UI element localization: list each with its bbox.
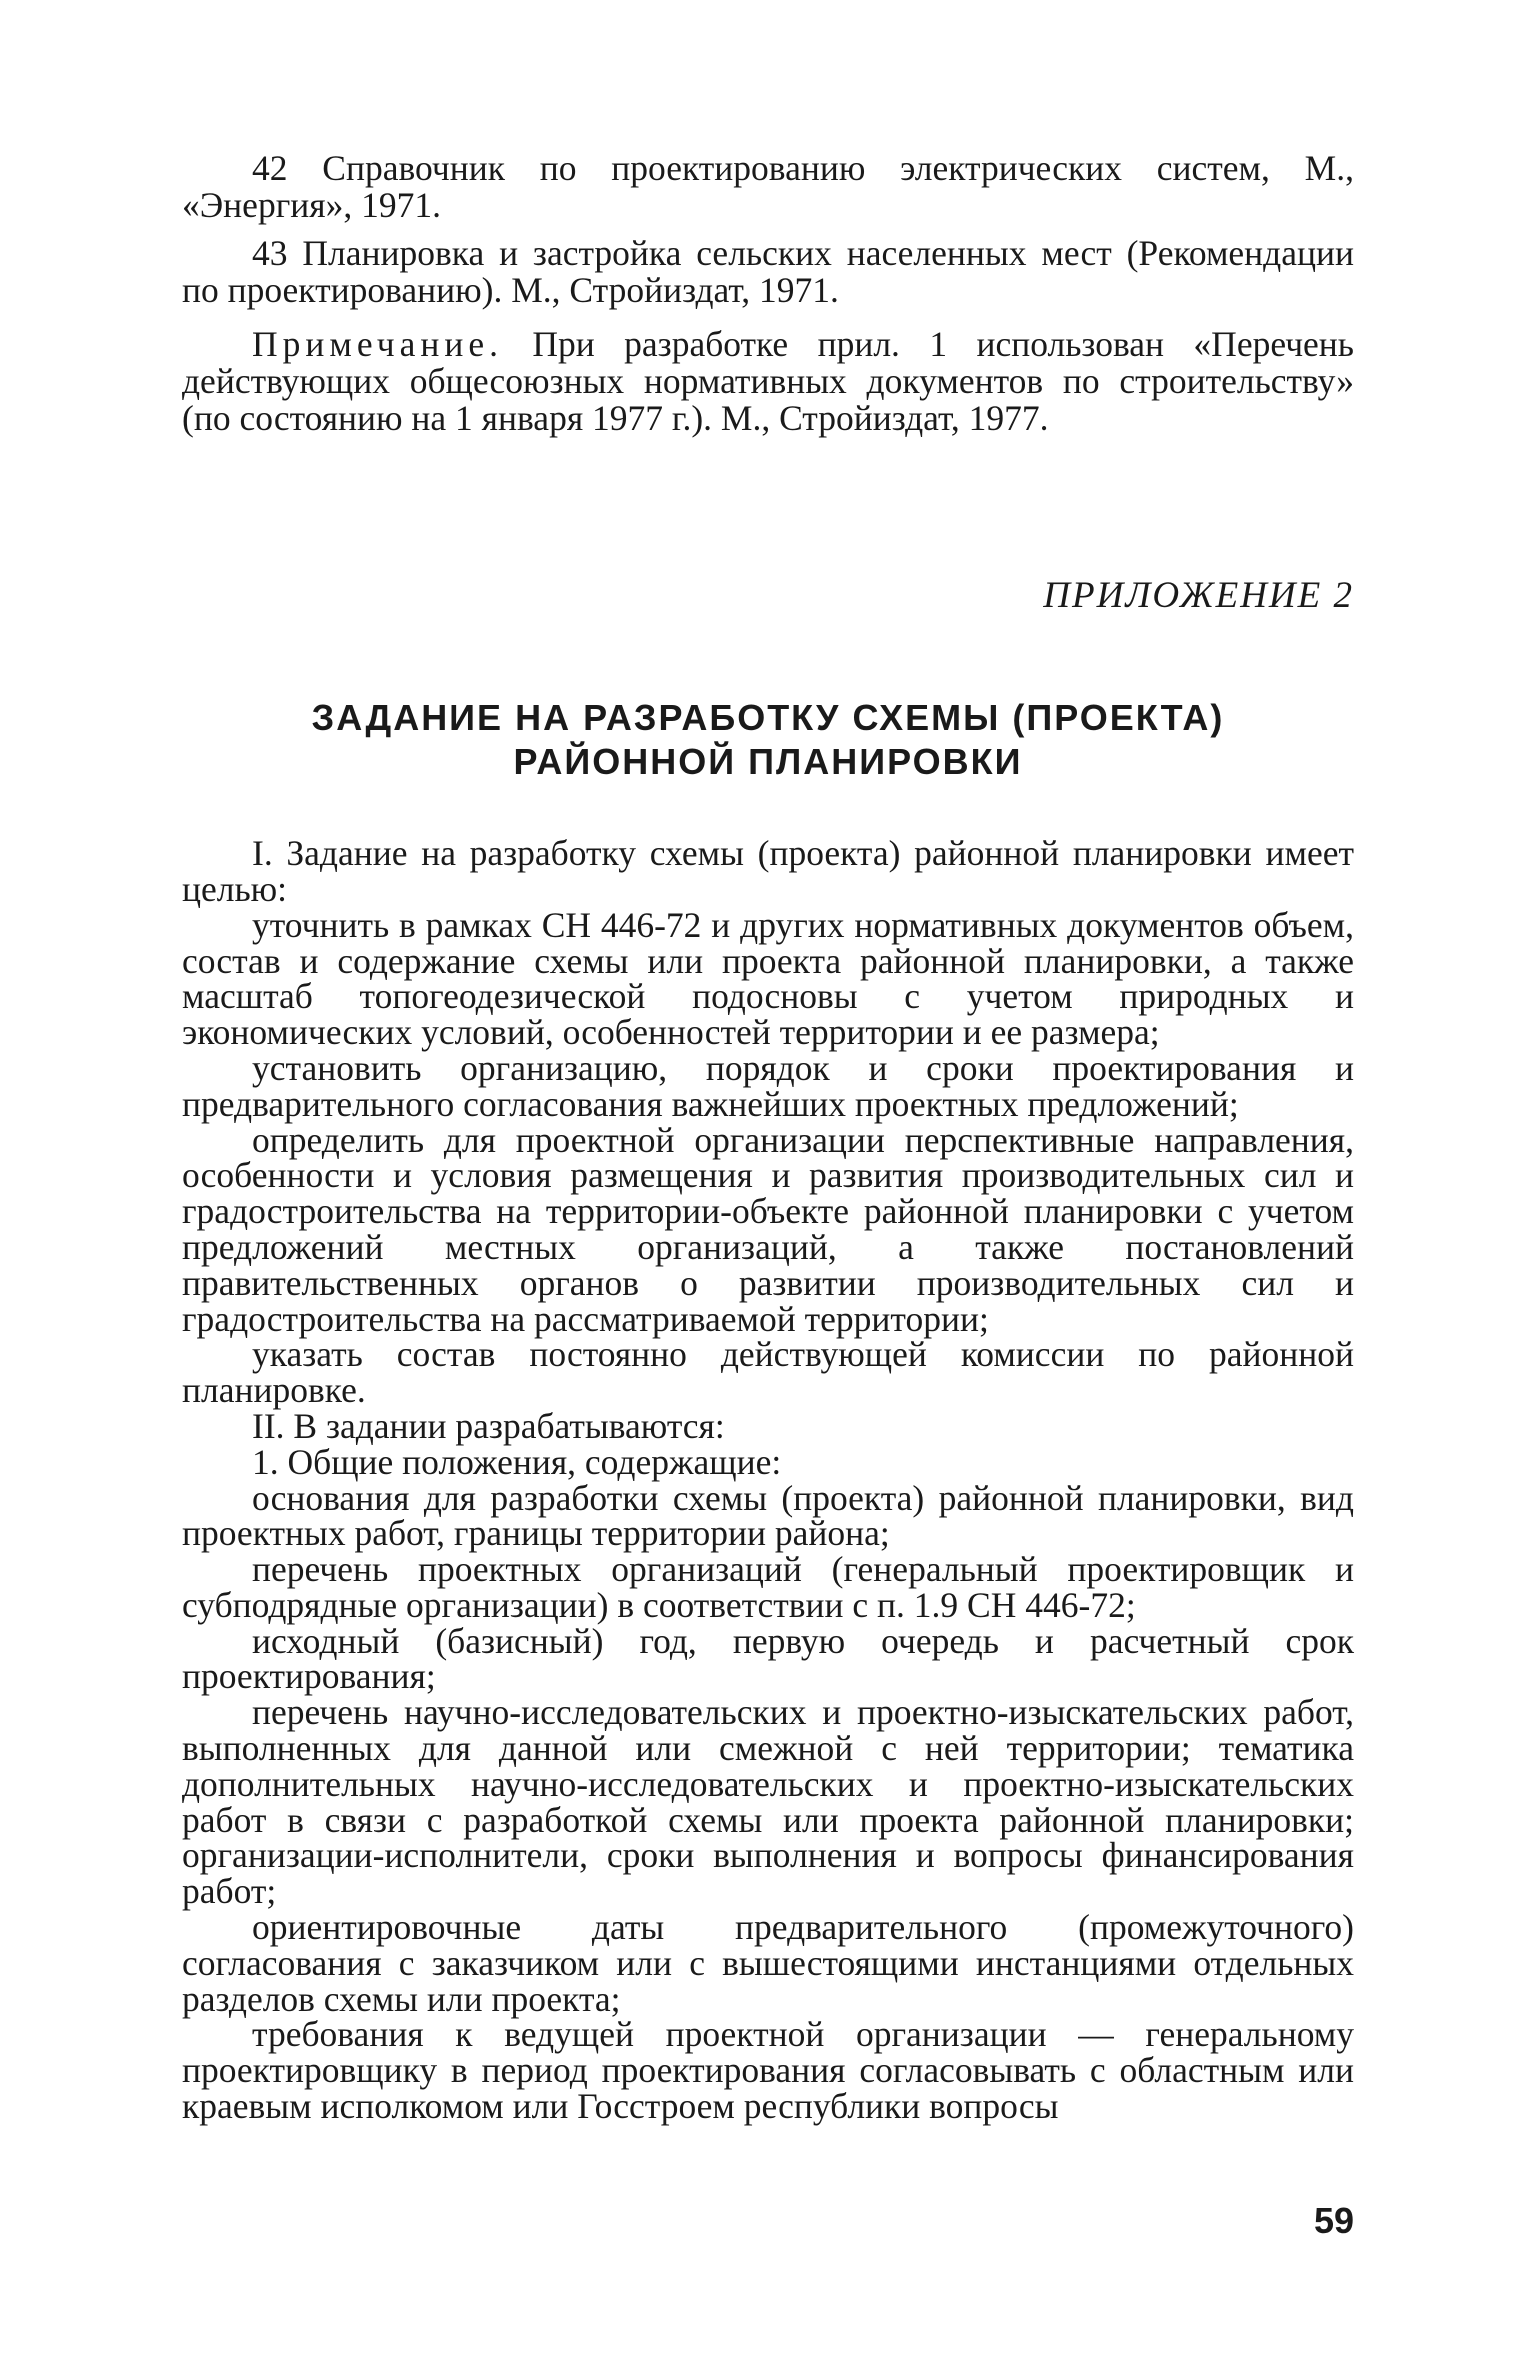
note-text: При разработке прил. 1 использован «Перечень действующих общесоюзных нормативных документов по строительству» (по состоянию на 1 января 1977 г.). М., Стройиздат, 1977. xyxy=(182,324,1354,438)
section-title-line-2: РАЙОННОЙ ПЛАНИРОВКИ xyxy=(513,741,1023,783)
body-paragraph: ориентировочные даты предварительного (промежуточного) согласования с заказчиком или с вышестоящими инстанциями отдельных разделов схемы или проекта; xyxy=(182,1907,1354,2019)
note-paragraph xyxy=(182,326,1354,436)
body-paragraph: установить организацию, порядок и сроки проектирования и предварительного согласования важнейших проектных предложений; xyxy=(182,1047,1354,1124)
body-paragraph: исходный (базисный) год, первую очередь и расчетный срок проектирования; xyxy=(182,1620,1354,1697)
body-paragraph: основания для разработки схемы (проекта) районной планировки, вид проектных работ, границы территории района; xyxy=(182,1477,1354,1554)
reference-42: 42 Справочник по проектированию электрических систем, М., «Энергия», 1971. xyxy=(182,148,1354,225)
section-title-line-1: ЗАДАНИЕ НА РАЗРАБОТКУ СХЕМЫ (ПРОЕКТА) xyxy=(311,697,1225,739)
body-paragraph: определить для проектной организации перспективные направления, особенности и условия размещения и развития производительных сил и градостроительства на территории-объекте районной планировки с учетом предложений местных организаций, а также постановлений правительственных органов о развитии производительных сил и градостроительства на рассматриваемой территории; xyxy=(182,1119,1354,1339)
appendix-label: ПРИЛОЖЕНИЕ 2 xyxy=(1043,575,1354,617)
note-label: Примечание. xyxy=(252,324,503,365)
body-text xyxy=(182,833,1354,2127)
body-paragraph: требования к ведущей проектной организации — генеральному проектировщику в период проектирования согласовывать с областным или краевым исполкомом или Госстроем республики вопросы xyxy=(182,2014,1354,2127)
page-number: 59 xyxy=(1313,2200,1354,2241)
body-paragraph: уточнить в рамках СН 446-72 и других нормативных документов объем, состав и содержание схемы или проекта районной планировки, а также масштаб топогеодезической подосновы с учетом природных и экономических условий, особенностей территории и ее размера; xyxy=(182,904,1354,1053)
reference-43: 43 Планировка и застройка сельских населенных мест (Рекомендации по проектированию). М., Стройиздат, 1971. xyxy=(182,233,1354,310)
body-paragraph: перечень научно-исследовательских и проектно-изыскательских работ, выполненных для данной или смежной с ней территории; тематика дополнительных научно-исследовательских и проектно-изыскательских работ в связи с разработкой схемы или проекта районной планировки; организации-исполнители, сроки выполнения и вопросы финансирования работ; xyxy=(182,1692,1354,1912)
body-paragraph: указать состав постоянно действующей комиссии по районной планировке. xyxy=(182,1334,1354,1411)
section-title xyxy=(182,696,1354,784)
body-paragraph: I. Задание на разработку схемы (проекта) районной планировки имеет целью: xyxy=(182,833,1354,909)
body-paragraph: 1. Общие положения, содержащие: xyxy=(252,1441,782,1482)
body-paragraph: перечень проектных организаций (генеральный проектировщик и субподрядные организации) в соответствии с п. 1.9 СН 446-72; xyxy=(182,1549,1354,1625)
body-paragraph: II. В задании разрабатываются: xyxy=(252,1405,725,1446)
document-page xyxy=(182,150,1354,2125)
